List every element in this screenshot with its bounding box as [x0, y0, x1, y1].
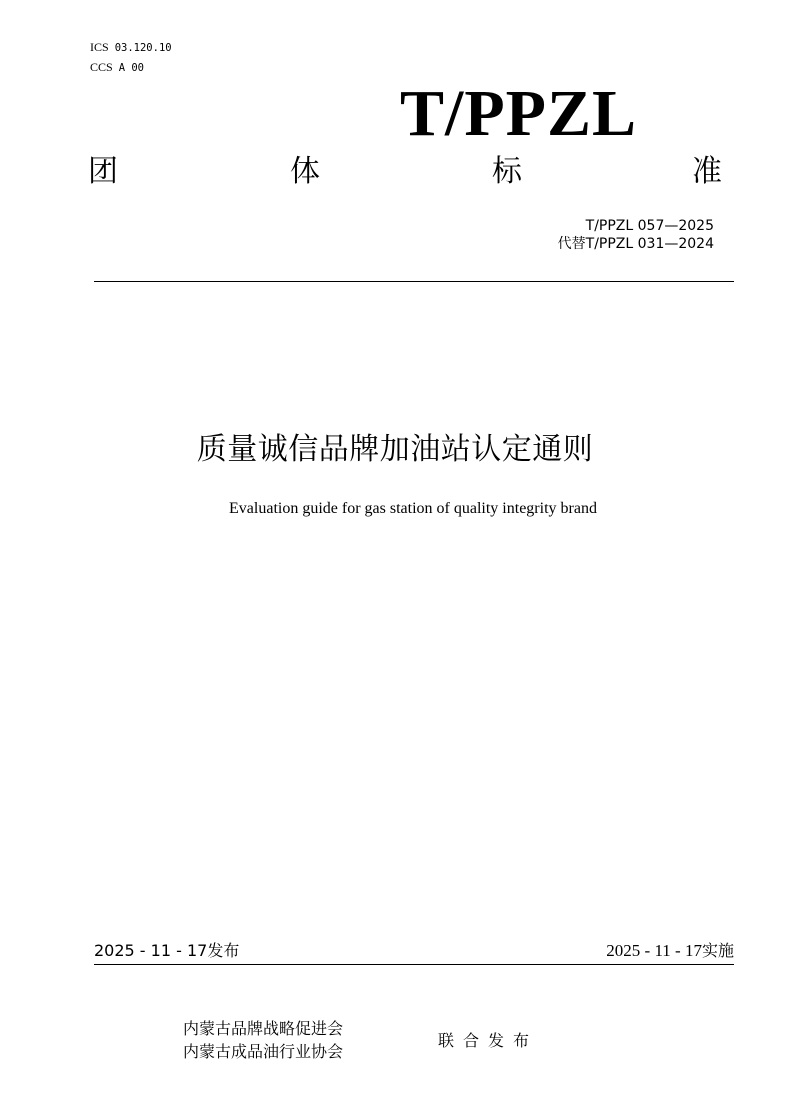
ccs-value: A 00	[118, 62, 144, 74]
ccs-label: CCS	[90, 60, 113, 74]
standard-type-char: 准	[692, 154, 722, 189]
issuer-organization: 内蒙古成品油行业协会	[183, 1042, 344, 1061]
top-divider	[94, 281, 734, 282]
brand-code: T/PPZL	[400, 77, 638, 150]
ccs-line	[90, 60, 144, 75]
implement-date	[606, 940, 734, 962]
issuer-organization: 内蒙古品牌战略促进会	[183, 1019, 344, 1038]
standard-type-char: 体	[290, 154, 320, 189]
ics-value: 03.120.10	[114, 42, 172, 54]
standard-number: T/PPZL 057—2025	[585, 218, 714, 234]
standard-type-char: 标	[492, 154, 522, 189]
standard-type-char: 团	[88, 154, 118, 189]
bottom-divider	[94, 964, 734, 965]
implement-date-label: 实施	[701, 941, 734, 960]
document-title-en: Evaluation guide for gas station of quality integrity brand	[229, 500, 597, 517]
ics-line	[90, 40, 172, 55]
joint-issue-label: 联合发布	[438, 1031, 539, 1050]
implement-date-value: 2025 - 11 - 17	[606, 941, 702, 960]
ics-label: ICS	[90, 40, 109, 54]
publish-date-label: 发布	[207, 941, 240, 960]
document-title-zh: 质量诚信品牌加油站认定通则	[196, 432, 594, 467]
publish-date-value: 2025 - 11 - 17	[94, 941, 208, 960]
publish-date	[94, 940, 239, 962]
replaces-standard: 代替T/PPZL 031—2024	[557, 236, 714, 252]
